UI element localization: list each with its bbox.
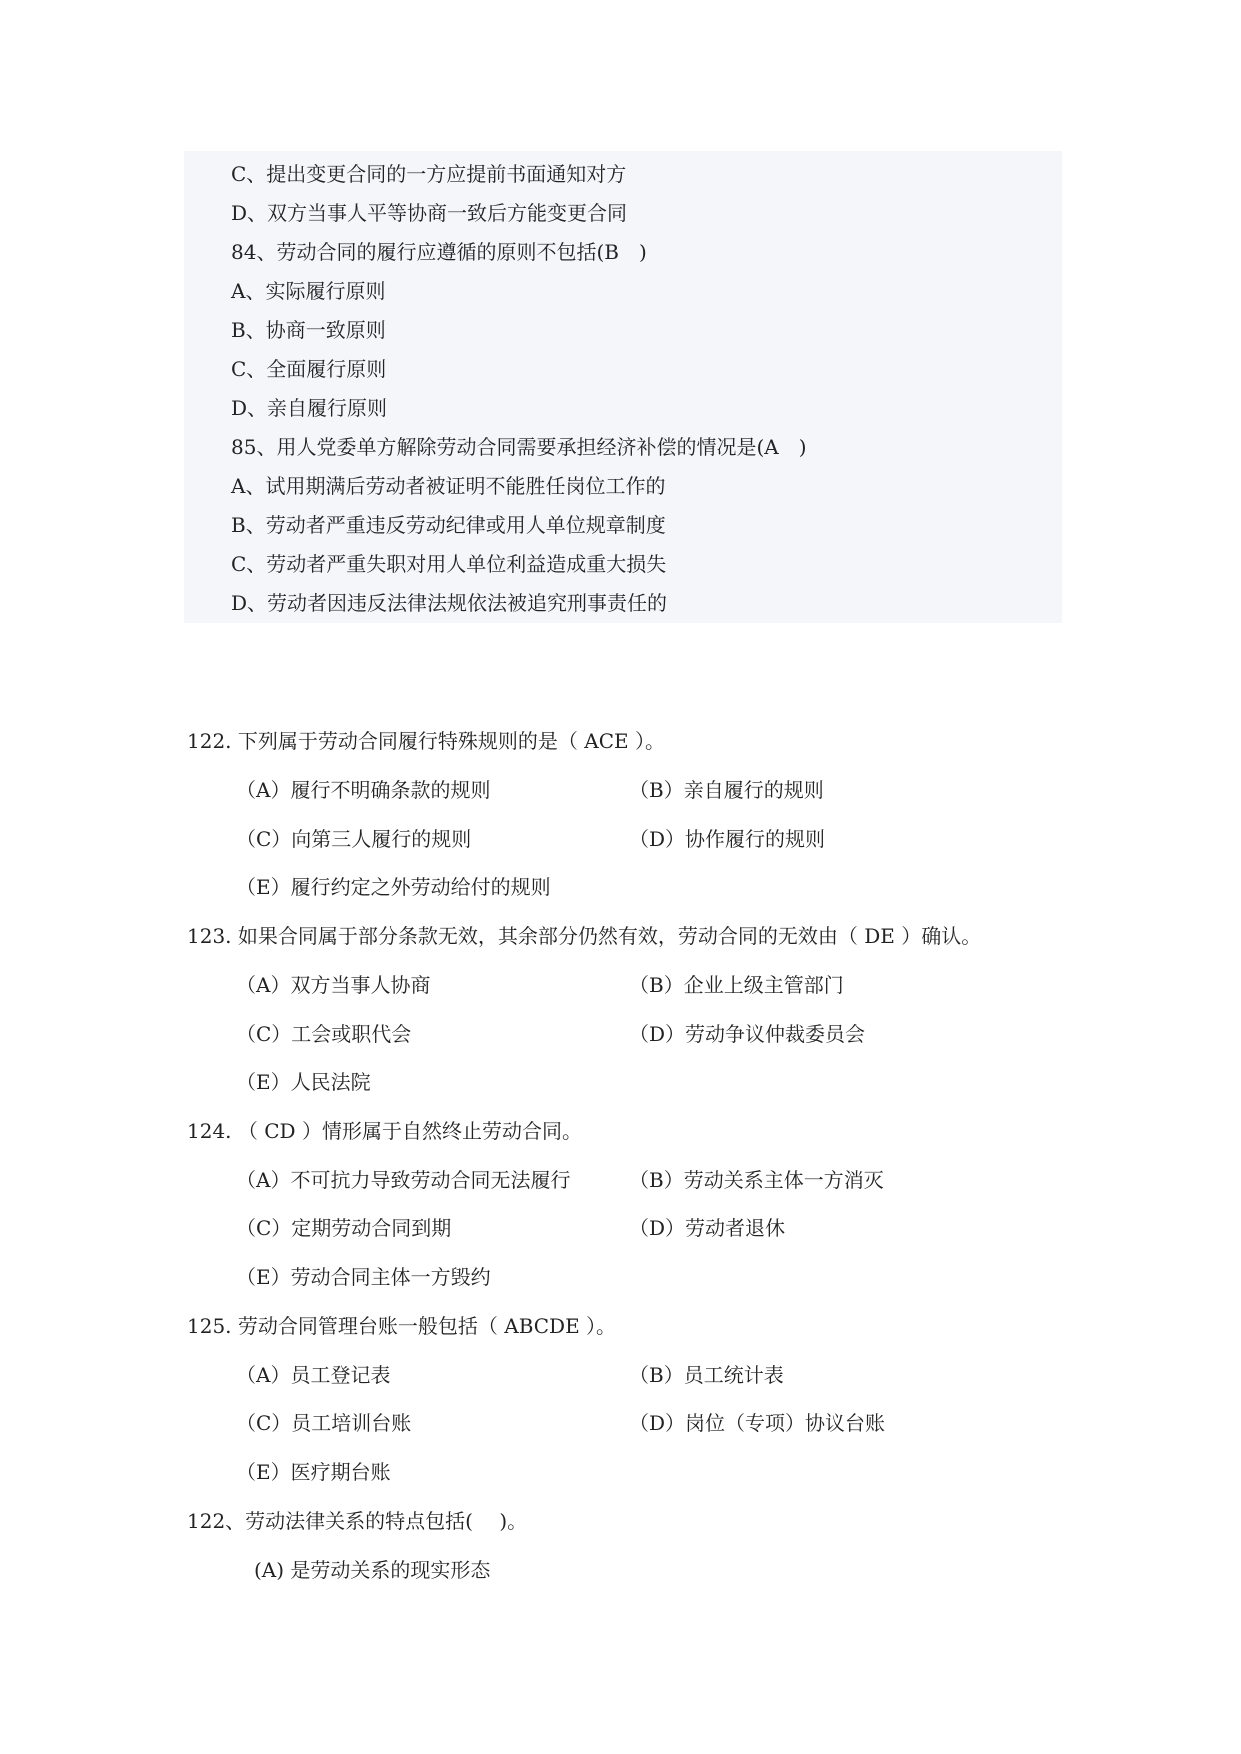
option-c: （C）员工培训台账 (236, 1411, 412, 1435)
option-e: （E）劳动合同主体一方毁约 (236, 1265, 491, 1289)
option-e: （E）人民法院 (236, 1070, 371, 1094)
option-line: C、全面履行原则 (231, 357, 387, 381)
question-stem: 122、劳动法律关系的特点包括( )。 (187, 1509, 528, 1533)
option-c: （C）向第三人履行的规则 (236, 827, 472, 851)
option-line: C、提出变更合同的一方应提前书面通知对方 (231, 162, 627, 186)
option-line: A、实际履行原则 (231, 279, 386, 303)
question-stem: 124. （ CD ）情形属于自然终止劳动合同。 (187, 1119, 582, 1143)
option-line: D、劳动者因违反法律法规依法被追究刑事责任的 (231, 591, 668, 615)
option-b: （B）亲自履行的规则 (629, 778, 824, 802)
option-a: （A）履行不明确条款的规则 (236, 778, 491, 802)
question-stem: 122. 下列属于劳动合同履行特殊规则的是（ ACE ）。 (187, 729, 665, 753)
option-d: （D）协作履行的规则 (629, 827, 826, 851)
option-line: B、劳动者严重违反劳动纪律或用人单位规章制度 (231, 513, 666, 537)
option-b: （B）企业上级主管部门 (629, 973, 844, 997)
option-a: （A）双方当事人协商 (236, 973, 431, 997)
option-b: （B）劳动关系主体一方消灭 (629, 1168, 884, 1192)
option-e: （E）履行约定之外劳动给付的规则 (236, 875, 551, 899)
option-a: （A）员工登记表 (236, 1363, 391, 1387)
question-stem: 125. 劳动合同管理台账一般包括（ ABCDE ）。 (187, 1314, 617, 1338)
option-b: （B）员工统计表 (629, 1363, 784, 1387)
question-stem: 84、劳动合同的履行应遵循的原则不包括(B ) (231, 240, 647, 264)
option-d: （D）岗位（专项）协议台账 (629, 1411, 886, 1435)
option-d: （D）劳动者退休 (629, 1216, 786, 1240)
option-line: D、双方当事人平等协商一致后方能变更合同 (231, 201, 628, 225)
option-c: （C）定期劳动合同到期 (236, 1216, 452, 1240)
option-a: (A) 是劳动关系的现实形态 (254, 1558, 491, 1582)
option-line: C、劳动者严重失职对用人单位利益造成重大损失 (231, 552, 667, 576)
option-d: （D）劳动争议仲裁委员会 (629, 1022, 866, 1046)
option-a: （A）不可抗力导致劳动合同无法履行 (236, 1168, 571, 1192)
option-e: （E）医疗期台账 (236, 1460, 391, 1484)
option-c: （C）工会或职代会 (236, 1022, 412, 1046)
option-line: D、亲自履行原则 (231, 396, 388, 420)
question-stem: 123. 如果合同属于部分条款无效，其余部分仍然有效，劳动合同的无效由（ DE ）确认。 (187, 924, 982, 948)
option-line: A、试用期满后劳动者被证明不能胜任岗位工作的 (231, 474, 666, 498)
question-stem: 85、用人党委单方解除劳动合同需要承担经济补偿的情况是(A ) (231, 435, 807, 459)
option-line: B、协商一致原则 (231, 318, 386, 342)
